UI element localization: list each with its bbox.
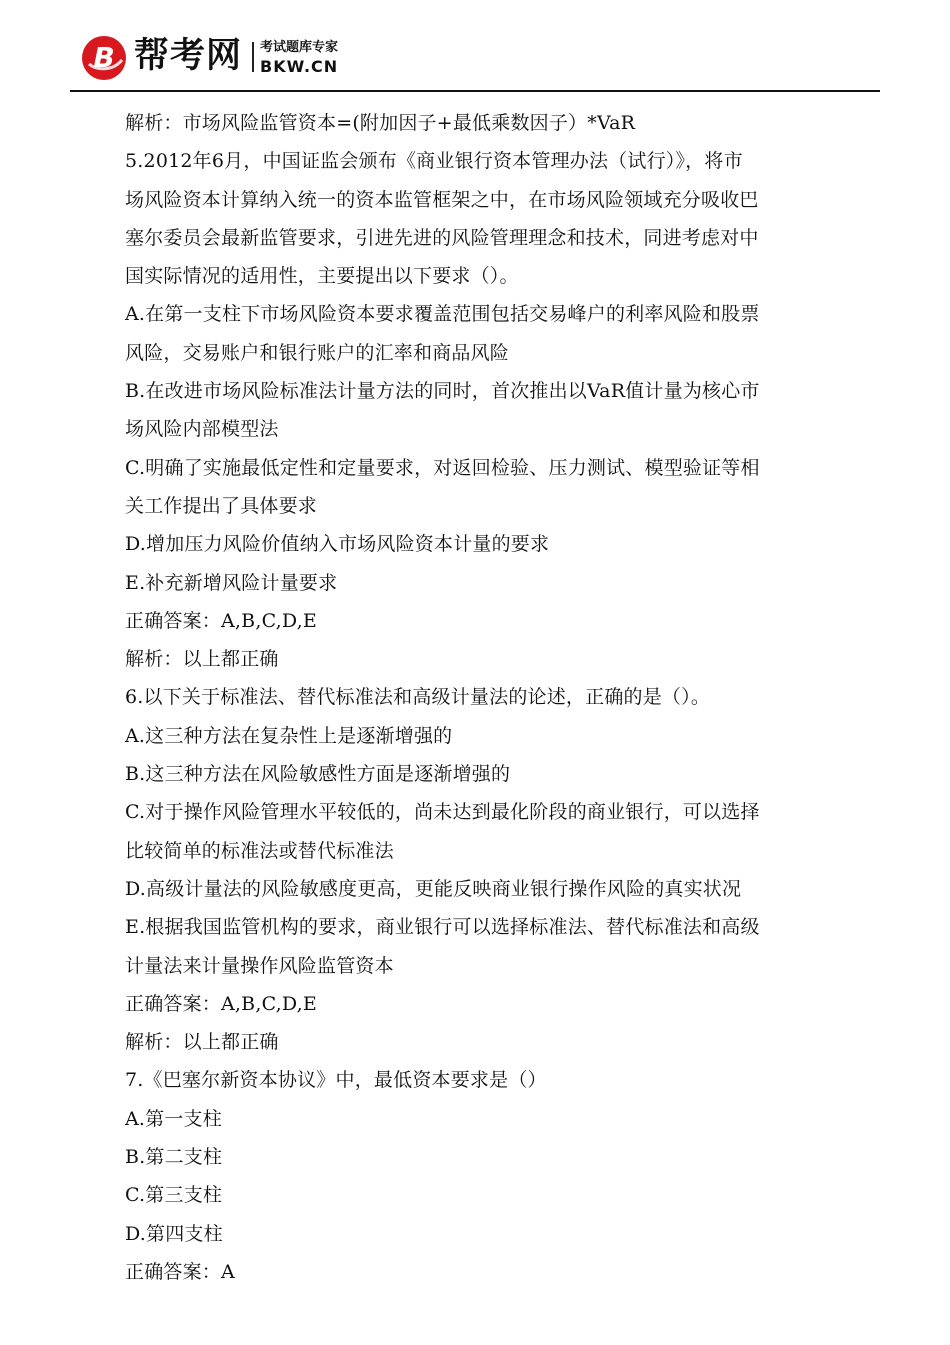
text-line: 计量法来计量操作风险监管资本 <box>125 954 394 977</box>
text-line: 场风险资本计算纳入统一的资本监管框架之中，在市场风险领域充分吸收巴 <box>125 188 759 211</box>
header-rule <box>70 90 880 92</box>
text-line: 风险，交易账户和银行账户的汇率和商品风险 <box>125 341 510 364</box>
brand-name: 帮考网 <box>134 36 243 76</box>
brand-domain: BKW.CN <box>260 57 339 76</box>
question-6-line: 6.以下关于标准法、替代标准法和高级计量法的论述，正确的是（）。 <box>125 686 711 709</box>
answer-line: 正确答案：A,B,C,D,E <box>125 609 317 632</box>
option-b-line: B.在改进市场风险标准法计量方法的同时，首次推出以VaR值计量为核心市 <box>125 380 760 403</box>
answer-line: 正确答案：A <box>125 1260 235 1283</box>
text-line: 场风险内部模型法 <box>125 418 279 441</box>
option-e-line: E.补充新增风险计量要求 <box>125 571 338 594</box>
explanation-line: 解析：以上都正确 <box>125 648 279 671</box>
option-c-line: C.对于操作风险管理水平较低的，尚未达到最化阶段的商业银行，可以选择 <box>125 801 760 824</box>
text-line: 关工作提出了具体要求 <box>125 494 318 517</box>
text-line: 比较简单的标准法或替代标准法 <box>125 839 394 862</box>
text-line: 塞尔委员会最新监管要求，引进先进的风险管理理念和技术，同进考虑对中 <box>125 226 759 249</box>
option-c-line: C.第三支柱 <box>125 1184 223 1207</box>
question-7-line: 7.《巴塞尔新资本协议》中，最低资本要求是（） <box>125 1069 547 1092</box>
option-d-line: D.高级计量法的风险敏感度更高，更能反映商业银行操作风险的真实状况 <box>125 877 742 900</box>
option-a-line: A.在第一支柱下市场风险资本要求覆盖范围包括交易峰户的利率风险和股票 <box>125 303 760 326</box>
option-a-line: A.这三种方法在复杂性上是逐渐增强的 <box>125 724 453 747</box>
document-body <box>125 104 867 1291</box>
option-e-line: E.根据我国监管机构的要求，商业银行可以选择标准法、替代标准法和高级 <box>125 916 760 939</box>
answer-line: 正确答案：A,B,C,D,E <box>125 992 317 1015</box>
text-line: 解析：市场风险监管资本=(附加因子+最低乘数因子）*VaR <box>125 112 636 134</box>
option-b-line: B.这三种方法在风险敏感性方面是逐渐增强的 <box>125 763 511 786</box>
logo-letter: B <box>93 41 115 74</box>
brand-tagline: 考试题库专家 <box>260 40 339 55</box>
option-c-line: C.明确了实施最低定性和定量要求，对返回检验、压力测试、模型验证等相 <box>125 456 760 479</box>
bkw-logo-icon <box>80 34 128 82</box>
option-d-line: D.增加压力风险价值纳入市场风险资本计量的要求 <box>125 533 550 556</box>
option-d-line: D.第四支柱 <box>125 1222 223 1245</box>
text-line: 国实际情况的适用性，主要提出以下要求（）。 <box>125 265 519 288</box>
option-b-line: B.第二支柱 <box>125 1146 223 1169</box>
question-5-line: 5.2012年6月，中国证监会颁布《商业银行资本管理办法（试行）》，将市 <box>125 150 743 173</box>
explanation-line: 解析：以上都正确 <box>125 1031 279 1054</box>
page-header <box>0 0 950 92</box>
option-a-line: A.第一支柱 <box>125 1107 222 1130</box>
brand-divider <box>252 42 254 72</box>
